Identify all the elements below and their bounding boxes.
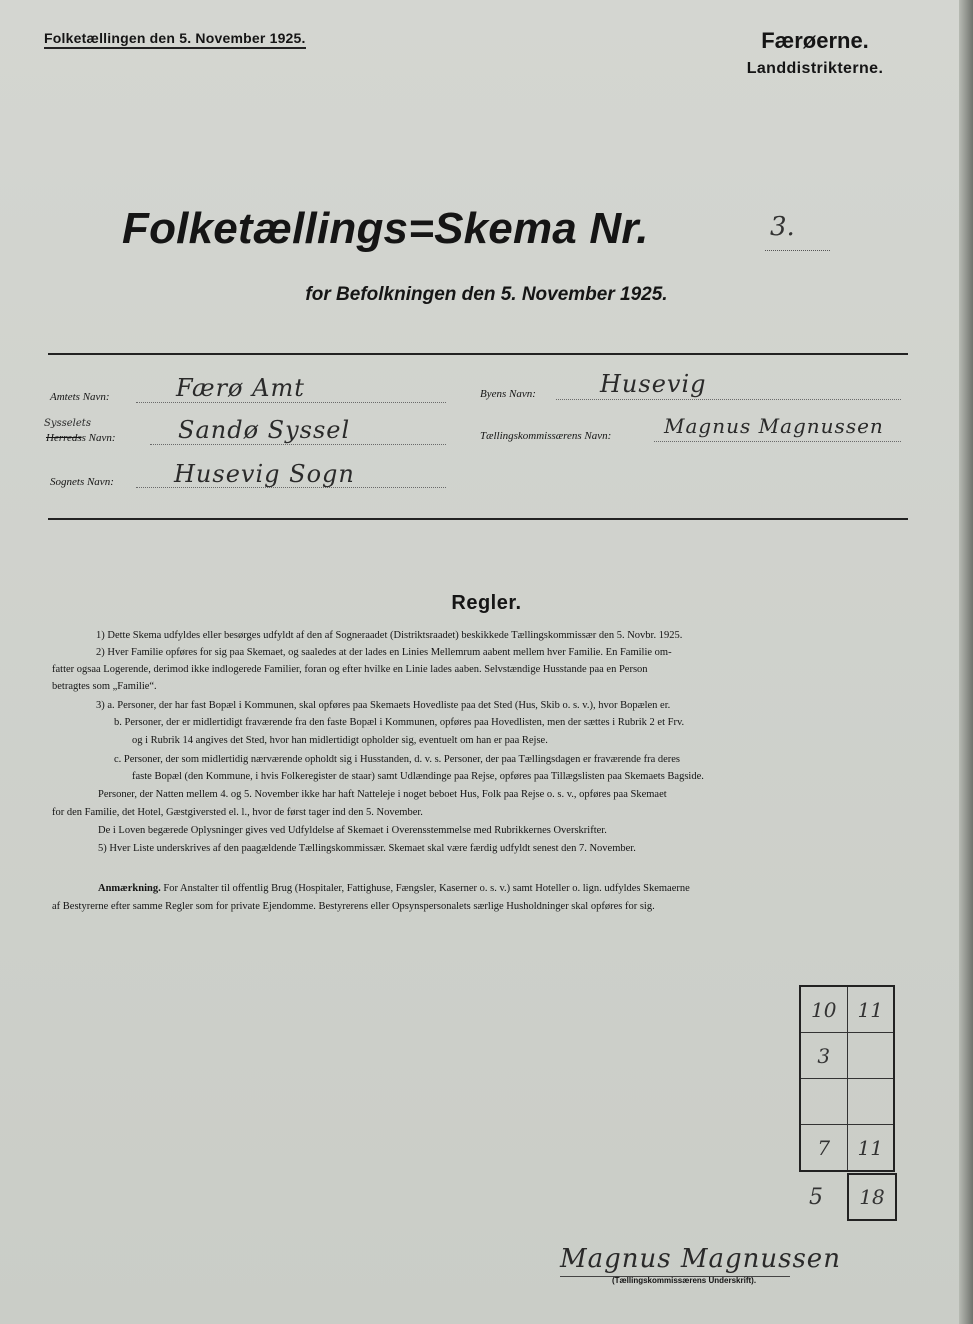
kommissaer-label: Tællingskommissærens Navn:: [480, 430, 612, 442]
region-title: Færøerne.: [761, 28, 869, 53]
herred-label-struck: Herreds: [46, 432, 82, 444]
note-text-1: For Anstalter til offentlig Brug (Hospitaler, Fattighuse, Fængsler, Kaserner o. s. v.) samt Hoteller o. lign. udfyldes Skemaerne: [163, 883, 690, 894]
divider-top: [48, 353, 908, 355]
tally-row: [800, 1033, 894, 1079]
rule-line-1: 1) Dette Skema udfyldes eller besørges udfyldt af den af Sogneraadet (Distriktsraadet) beskikkede Tællingskommissær den 5. Novbr. 1925.: [96, 630, 683, 641]
census-date-header: Folketællingen den 5. November 1925.: [44, 30, 306, 49]
herred-label-written-over: Sysselets: [44, 418, 91, 429]
district-title: Landdistrikterne.: [746, 60, 884, 77]
tally-cell: [847, 1033, 894, 1079]
kommissaer-dotted-line: [654, 441, 901, 442]
herred-label: [44, 418, 116, 444]
rule-line-13: 5) Hver Liste underskrives af den paagældende Tællingskommissær. Skemaet skal være færdig udfyldt senest den 7. November.: [98, 843, 636, 854]
divider-bottom: [48, 518, 908, 520]
tally-row: [800, 1125, 894, 1172]
by-value: Husevig: [600, 370, 707, 398]
tally-table: [799, 985, 895, 1172]
note-line-2: af Bestyrerne efter samme Regler som for private Ejendomme. Bestyrerens eller Opsynspersonalets særlige Husholdninger skal opføres for sig.: [52, 901, 655, 912]
note-label: Anmærkning.: [98, 883, 161, 894]
tally-cell: 3: [800, 1033, 847, 1079]
sogn-value: Husevig Sogn: [174, 460, 355, 488]
rule-line-3: fatter ogsaa Logerende, derimod ikke indlogerede Familier, foran og efter hvilke en Linie lades aaben. Selvstændige Husstande paa en Person: [52, 664, 648, 675]
rule-line-11: for den Familie, det Hotel, Gæstgiversted el. l., hvor de først tager ind den 5. November.: [52, 807, 423, 818]
herred-label-suffix: s Navn:: [81, 432, 116, 444]
rule-line-4: betragtes som „Familie“.: [52, 681, 157, 692]
amt-value: Færø Amt: [176, 374, 305, 402]
signature-label: (Tællingskommissærens Underskrift).: [612, 1276, 757, 1285]
herred-value: Sandø Syssel: [178, 416, 351, 444]
form-subtitle: for Befolkningen den 5. November 1925.: [305, 284, 668, 305]
tally-row: [800, 986, 894, 1033]
rules-title: Regler.: [451, 592, 522, 614]
rule-line-9: faste Bopæl (den Kommune, i hvis Folkeregister de staar) samt Udlændinge paa Rejse, opføres paa Tillægslisten paa Skemaets Bagside.: [132, 771, 704, 782]
kommissaer-value: Magnus Magnussen: [664, 414, 884, 438]
rule-line-10: Personer, der Natten mellem 4. og 5. November ikke har haft Natteleje i noget beboet Hus, Folk paa Rejse o. s. v., opføres paa Skemaet: [98, 789, 667, 800]
form-number-line: [765, 250, 830, 251]
form-number-handwritten: 3.: [770, 212, 795, 242]
page-edge-shadow: [959, 0, 973, 1324]
rule-line-6: b. Personer, der er midlertidigt fraværende fra den faste Bopæl i Kommunen, opføres paa Hovedlisten, men der sættes i Rubrik 2 et Frv.: [114, 717, 685, 728]
sogn-label: Sognets Navn:: [50, 476, 114, 488]
signature-handwritten: Magnus Magnussen: [560, 1244, 841, 1274]
by-label: Byens Navn:: [480, 388, 536, 400]
tally-row: [800, 1079, 894, 1125]
tally-cell: 10: [800, 986, 847, 1033]
tally-cell: [847, 1079, 894, 1125]
rule-line-12: De i Loven begærede Oplysninger gives ved Udfyldelse af Skemaet i Overensstemmelse med Rubrikkernes Overskrifter.: [98, 825, 607, 836]
note-line-1: [98, 880, 690, 898]
form-title: Folketællings=Skema Nr.: [122, 204, 649, 253]
tally-cell: 11: [847, 986, 894, 1033]
tally-cell: 11: [847, 1125, 894, 1172]
rule-line-8: c. Personer, der som midlertidig nærværende opholdt sig i Husstanden, d. v. s. Personer, der paa Tællingsdagen er fraværende fra deres: [114, 754, 681, 765]
rule-line-2: 2) Hver Familie opføres for sig paa Skemaet, og saaledes at der lades en Linies Mellemrum aabent mellem hver Familie. En Familie om-: [96, 647, 672, 658]
herred-dotted-line: [150, 444, 446, 445]
amt-label: Amtets Navn:: [50, 391, 110, 403]
rule-line-7: og i Rubrik 14 angives det Sted, hvor han midlertidigt opholder sig, eventuelt om han er paa Rejse.: [132, 735, 548, 746]
by-dotted-line: [556, 399, 901, 400]
tally-cell: [800, 1079, 847, 1125]
amt-dotted-line: [136, 402, 446, 403]
tally-total-left: 5: [809, 1185, 823, 1210]
tally-cell: 7: [800, 1125, 847, 1172]
rule-line-5: 3) a. Personer, der har fast Bopæl i Kommunen, skal opføres paa Skemaets Hovedliste paa det Sted (Hus, Skib o. s. v.), hvor Bopælen er.: [96, 700, 671, 711]
tally-total-box: 18: [847, 1173, 897, 1221]
